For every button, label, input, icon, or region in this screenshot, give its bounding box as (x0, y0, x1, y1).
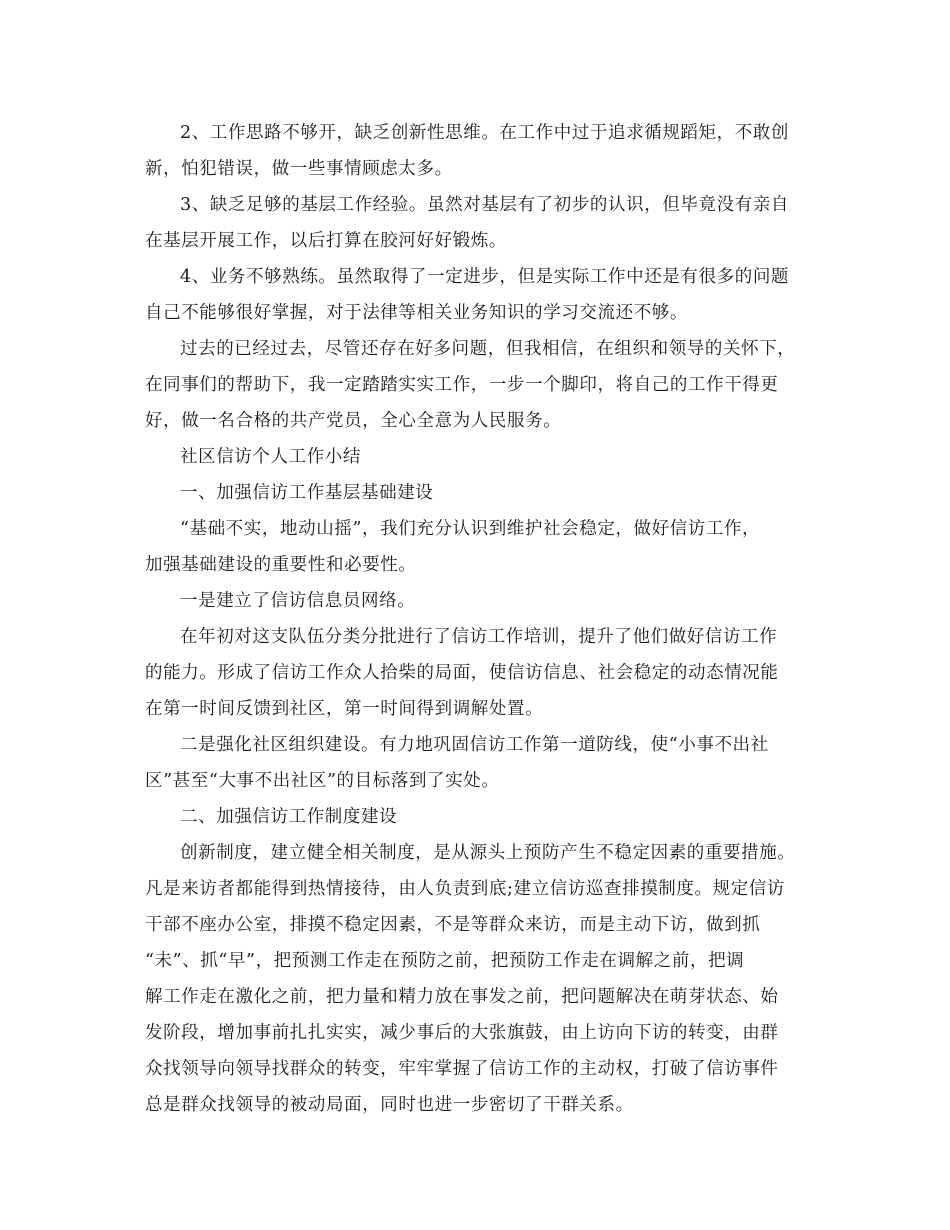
section-title (145, 439, 825, 475)
text-line: “基础不实，地动山摇”，我们充分认识到维护社会稳定，做好信访工作， (180, 519, 761, 539)
text-line: 一、加强信访工作基层基础建设 (180, 483, 434, 503)
heading-part-2 (145, 799, 825, 835)
paragraph-issue-4 (145, 259, 825, 331)
text-line: 新，怕犯错误，做一些事情顾虑太多。 (145, 159, 453, 179)
text-line: 在第一时间反馈到社区，第一时间得到调解处置。 (145, 699, 544, 719)
text-line: 2、工作思路不够开，缺乏创新性思维。在工作中过于追求循规蹈矩，不敢创 (180, 123, 790, 143)
text-line: 过去的已经过去，尽管还存在好多问题，但我相信，在组织和领导的关怀下， (180, 339, 796, 359)
text-line: 好，做一名合格的共产党员，全心全意为人民服务。 (145, 411, 562, 431)
text-line: 发阶段，增加事前扎扎实实，减少事后的大张旗鼓，由上访向下访的转变，由群 (145, 1023, 779, 1043)
paragraph-issue-3 (145, 187, 825, 259)
text-line: 自己不能够很好掌握，对于法律等相关业务知识的学习交流还不够。 (145, 303, 688, 323)
text-line: 4、业务不够熟练。虽然取得了一定进步，但是实际工作中还是有很多的问题 (180, 267, 790, 287)
text-line: 干部不座办公室，排摸不稳定因素，不是等群众来访，而是主动下访，做到抓 (145, 915, 761, 935)
text-line: 区”甚至“大事不出社区”的目标落到了实处。 (145, 771, 500, 791)
paragraph-issue-2 (145, 115, 825, 187)
text-line: 加强基础建设的重要性和必要性。 (145, 555, 417, 575)
text-line: 二、加强信访工作制度建设 (180, 807, 398, 827)
text-line: 在同事们的帮助下，我一定踏踏实实工作，一步一个脚印，将自己的工作干得更 (145, 375, 779, 395)
text-line: 总是群众找领导的被动局面，同时也进一步密切了干群关系。 (145, 1095, 634, 1115)
paragraph-network (145, 583, 825, 619)
paragraph-organization (145, 727, 825, 799)
text-line: 二是强化社区组织建设。有力地巩固信访工作第一道防线，使“小事不出社 (180, 735, 769, 755)
text-line: 社区信访个人工作小结 (180, 447, 361, 467)
paragraph-foundation (145, 511, 825, 583)
text-line: 解工作走在激化之前，把力量和精力放在事发之前，把问题解决在萌芽状态、始 (145, 987, 779, 1007)
text-line: 的能力。形成了信访工作众人拾柴的局面，使信访信息、社会稳定的动态情况能 (145, 663, 779, 683)
paragraph-training (145, 619, 825, 727)
text-line: 在年初对这支队伍分类分批进行了信访工作培训，提升了他们做好信访工作 (180, 627, 778, 647)
text-line: 凡是来访者都能得到热情接待，由人负责到底;建立信访巡查排摸制度。规定信访 (145, 879, 785, 899)
text-line: 众找领导向领导找群众的转变，牢牢掌握了信访工作的主动权，打破了信访事件 (145, 1059, 779, 1079)
paragraph-system (145, 835, 825, 1123)
document-body (145, 115, 825, 1123)
text-line: 在基层开展工作，以后打算在胶河好好锻炼。 (145, 231, 507, 251)
text-line: “未”、抓“早”，把预测工作走在预防之前，把预防工作走在调解之前，把调 (145, 951, 745, 971)
text-line: 创新制度，建立健全相关制度，是从源头上预防产生不稳定因素的重要措施。 (180, 843, 796, 863)
text-line: 一是建立了信访信息员网络。 (180, 591, 416, 611)
heading-part-1 (145, 475, 825, 511)
text-line: 3、缺乏足够的基层工作经验。虽然对基层有了初步的认识，但毕竟没有亲自 (180, 195, 790, 215)
paragraph-conclusion (145, 331, 825, 439)
